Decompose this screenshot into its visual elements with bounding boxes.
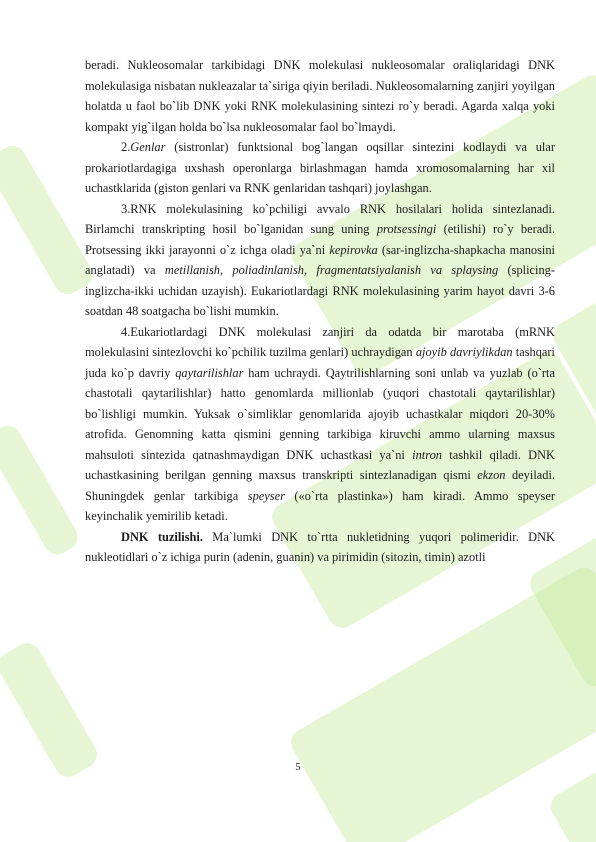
italic-text-run: kepirovka bbox=[329, 242, 378, 257]
paragraph-nucleosome-continuation bbox=[85, 55, 555, 137]
text-run: (sistronlar) funktsional bog`langan oqsillar sintezini kodlaydi va ular prokariotlardagiga uxshash operonlarga birlashmagan hamda xromosomalarning har xil uchastklarida (giston genlari va RNK genlaridan tashqari) joylashgan. bbox=[85, 140, 555, 195]
italic-text-run: speyser bbox=[247, 488, 285, 503]
paragraph-dna-structure bbox=[85, 527, 555, 568]
text-run: tashqari juda ko`p davriy bbox=[85, 345, 555, 380]
italic-text-run: Genlar bbox=[130, 140, 166, 154]
text-run: beradi. Nukleosomalar tarkibidagi DNK molekulasi nukleosomalar oraliqlaridagi DNK molekulasiga nisbatan nukleazalar ta`siriga qiyin beriladi. Nukleosomalarning zanjiri yoyilgan holatda u faol bo`lib DNK yoki RNK molekulasining sintezi ro`y beradi. Agarda xalqa yoki kompakt yig`ilgan holda bo`lsa nukleosomalar faol bo`lmaydi. bbox=[85, 58, 555, 134]
italic-text-run: metillanish, poliadinlanish, fragmentatsiyalanish va splaysing bbox=[164, 263, 499, 277]
italic-text-run: qaytarilishlar bbox=[175, 365, 244, 380]
watermark-stroke bbox=[0, 421, 83, 560]
italic-text-run: ajoyib davriylikdan bbox=[415, 345, 513, 359]
text-run: (sar-inglizcha-shapkacha manosini anglatadi) va bbox=[85, 242, 556, 277]
paragraph-item-4-eukaryotes bbox=[85, 322, 555, 527]
watermark-stroke bbox=[0, 141, 97, 300]
page-body bbox=[85, 55, 555, 568]
text-run: (etilishi) ro`y beradi. Protsessing ikki jarayonni o`z ichga oladi ya`ni bbox=[85, 222, 555, 257]
text-run: deyiladi. Shuningdek genlar tarkibiga bbox=[85, 468, 555, 503]
italic-text-run: ekzon bbox=[477, 468, 506, 482]
text-run: 2. bbox=[121, 140, 131, 154]
text-run: 4.Eukariotlardagi DNK molekulasi zanjiri da odatda bir marotaba (mRNK molekulasini sintezlovchi ko`pchilik tuzilma genlari) uchraydigan bbox=[85, 324, 555, 359]
paragraph-item-2-genes bbox=[85, 137, 555, 199]
text-run: («o`rta plastinka») ham kiradi. Ammo speyser keyinchalik yemirilib ketadi. bbox=[85, 488, 555, 523]
text-run: (splicing-inglizcha-ikki uchidan uzayish). Eukariotlardagi RNK molekulasining yarim hayot davri 3-6 soatdan 48 soatgacha bo`lishi mumkin. bbox=[85, 263, 555, 318]
text-run: 3.RNK molekulasining ko`pchiligi avvalo RNK hosilalari holida sintezlanadi. Birlamchi transkripting hosil bo`lganidan sung uning bbox=[85, 201, 555, 236]
watermark-stroke bbox=[548, 46, 596, 435]
page-number: 5 bbox=[295, 761, 301, 773]
text-run: Ma`lumki DNK to`rtta nukletidning yuqori polimeridir. DNK nukleotidlari o`z ichiga purin (adenin, guanin) va pirimidin (sitozin, timin) azotli bbox=[85, 529, 555, 564]
italic-text-run: protsessingi bbox=[376, 222, 437, 236]
text-run: tashkil qiladi. DNK uchastkasining berilgan genning maxsus transkripti sintezlanadigan qismi bbox=[85, 447, 556, 482]
paragraph-item-3-rna bbox=[85, 199, 555, 322]
italic-text-run: intron bbox=[412, 447, 442, 462]
bold-text-run: DNK tuzilishi. bbox=[121, 529, 203, 544]
text-run: ham uchraydi. Qaytrilishlarning soni unlab va yuzlab (o`rta chastotali qaytarilishlar) hatto genomlarda millionlab (yuqori chastotali qaytarilishlar) bo`lishligi mumkin. Yuksak o`simliklar genomlarida ajoyib uchastkalar miqdori 20-30% atrofida. Genomning katta qismini genning tarkibiga kiruvchi ammo ularning maxsus mahsuloti sintezida qatnashmaydigan DNK uchastkasi ya`ni bbox=[85, 365, 555, 462]
watermark-stroke bbox=[286, 563, 596, 842]
